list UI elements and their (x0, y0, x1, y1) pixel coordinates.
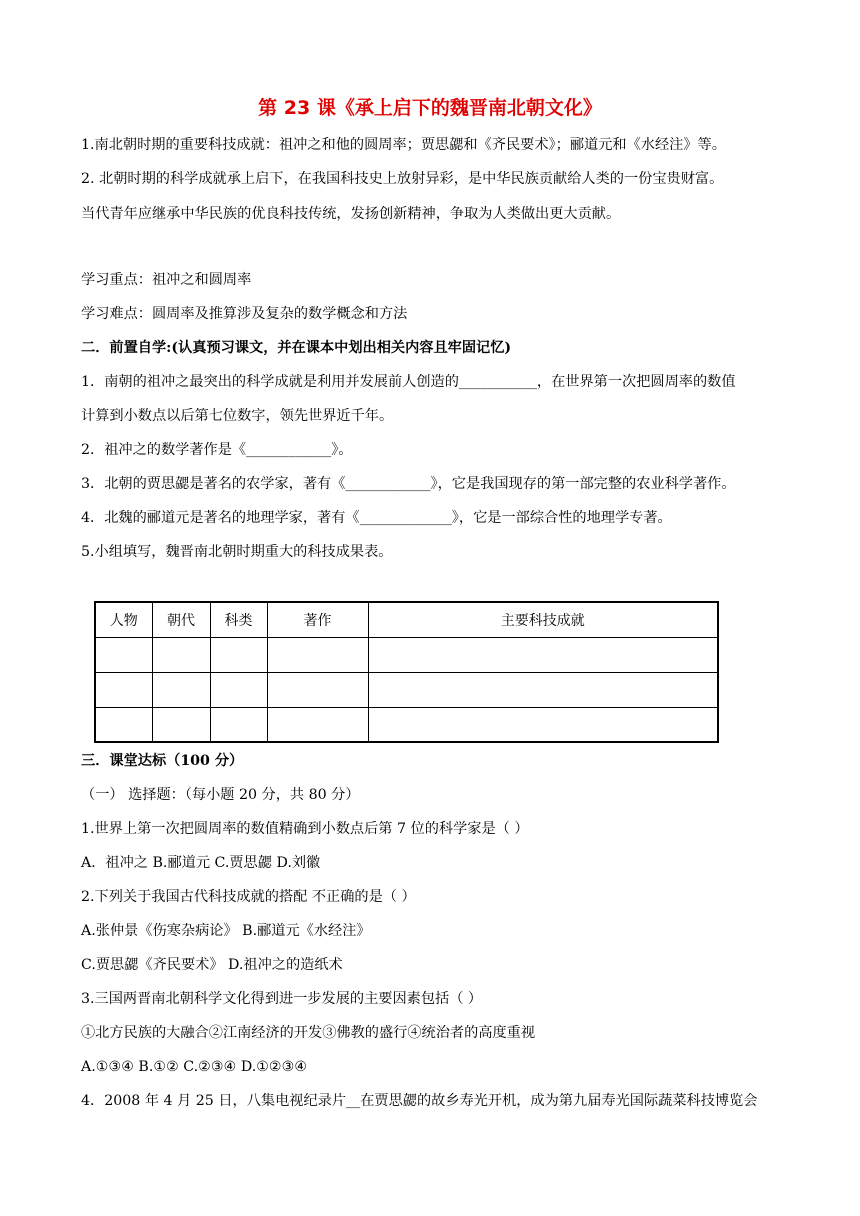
preview-line-6: 5.小组填写，魏晋南北朝时期重大的科技成果表。 (81, 544, 393, 560)
table-cell (152, 637, 210, 672)
table-cell (152, 672, 210, 707)
table-cell (368, 672, 718, 707)
table-cell (95, 637, 152, 672)
table-header-cell: 主要科技成就 (368, 602, 718, 637)
table-cell (210, 637, 267, 672)
question-3: 3.三国两晋南北朝科学文化得到进一步发展的主要因素包括（ ） (81, 991, 483, 1007)
preview-line-4: 3．北朝的贾思勰是著名的农学家，著有《____________》，它是我国现存的第一部完整的农业科学著作。 (81, 476, 736, 492)
preview-line-5: 4．北魏的郦道元是著名的地理学家，著有《_____________》，它是一部综合性的地理学专著。 (81, 510, 672, 526)
table-header-cell: 人物 (95, 602, 152, 637)
table-row (95, 672, 718, 707)
quiz-section-heading: （一） 选择题：（每小题 20 分，共 80 分） (81, 787, 360, 803)
quiz-heading: 三．课堂达标（100 分） (81, 753, 244, 769)
achievements-table (94, 601, 719, 743)
table-cell (210, 672, 267, 707)
table-cell (152, 707, 210, 742)
preview-line-2: 计算到小数点以后第七位数字，领先世界近千年。 (81, 408, 394, 424)
objective-line-2: 2. 北朝时期的科学成就承上启下，在我国科技史上放射异彩，是中华民族贡献给人类的一份宝贵财富。 (81, 171, 724, 187)
question-1-options: A．祖冲之 B.郦道元 C.贾思勰 D.刘徽 (81, 855, 321, 871)
table-cell (267, 707, 368, 742)
table-header-cell: 著作 (267, 602, 368, 637)
question-3-options: A.①③④ B.①② C.②③④ D.①②③④ (81, 1059, 308, 1075)
lesson-title: 第 23 课《承上启下的魏晋南北朝文化》 (258, 97, 602, 119)
difficult-point: 学习难点：圆周率及推算涉及复杂的数学概念和方法 (81, 306, 408, 322)
table-cell (368, 707, 718, 742)
question-2-options-cd: C.贾思勰《齐民要术》 D.祖冲之的造纸术 (81, 957, 343, 973)
table-cell (368, 637, 718, 672)
key-point: 学习重点：祖冲之和圆周率 (81, 272, 252, 288)
question-4: 4．2008 年 4 月 25 日，八集电视纪录片__在贾思勰的故乡寿光开机，成为第九届寿光国际蔬菜科技博览会 (81, 1093, 758, 1109)
preview-line-1: 1．南朝的祖冲之最突出的科学成就是利用并发展前人创造的___________，在世界第一次把圆周率的数值 (81, 374, 736, 390)
table-row (95, 637, 718, 672)
question-2: 2.下列关于我国古代科技成就的搭配 不正确的是（ ） (81, 889, 416, 905)
preview-line-3: 2．祖冲之的数学著作是《____________》。 (81, 442, 353, 458)
table-header-row (95, 602, 718, 637)
table-header-cell: 朝代 (152, 602, 210, 637)
table-row (95, 707, 718, 742)
table-header-cell: 科类 (210, 602, 267, 637)
objective-line-1: 1.南北朝时期的重要科技成就：祖冲之和他的圆周率；贾思勰和《齐民要术》；郦道元和《水经注》等。 (81, 137, 726, 153)
question-3-statements: ①北方民族的大融合②江南经济的开发③佛教的盛行④统治者的高度重视 (81, 1025, 536, 1041)
question-1: 1.世界上第一次把圆周率的数值精确到小数点后第 7 位的科学家是（ ） (81, 821, 529, 837)
table-cell (95, 707, 152, 742)
table-cell (267, 637, 368, 672)
table-cell (210, 707, 267, 742)
table-cell (267, 672, 368, 707)
preview-heading: 二．前置自学:(认真预习课文，并在课本中划出相关内容且牢固记忆) (81, 340, 512, 356)
objective-line-3: 当代青年应继承中华民族的优良科技传统，发扬创新精神，争取为人类做出更大贡献。 (81, 206, 621, 222)
table-cell (95, 672, 152, 707)
question-2-options-ab: A.张仲景《伤寒杂病论》 B.郦道元《水经注》 (81, 923, 371, 939)
